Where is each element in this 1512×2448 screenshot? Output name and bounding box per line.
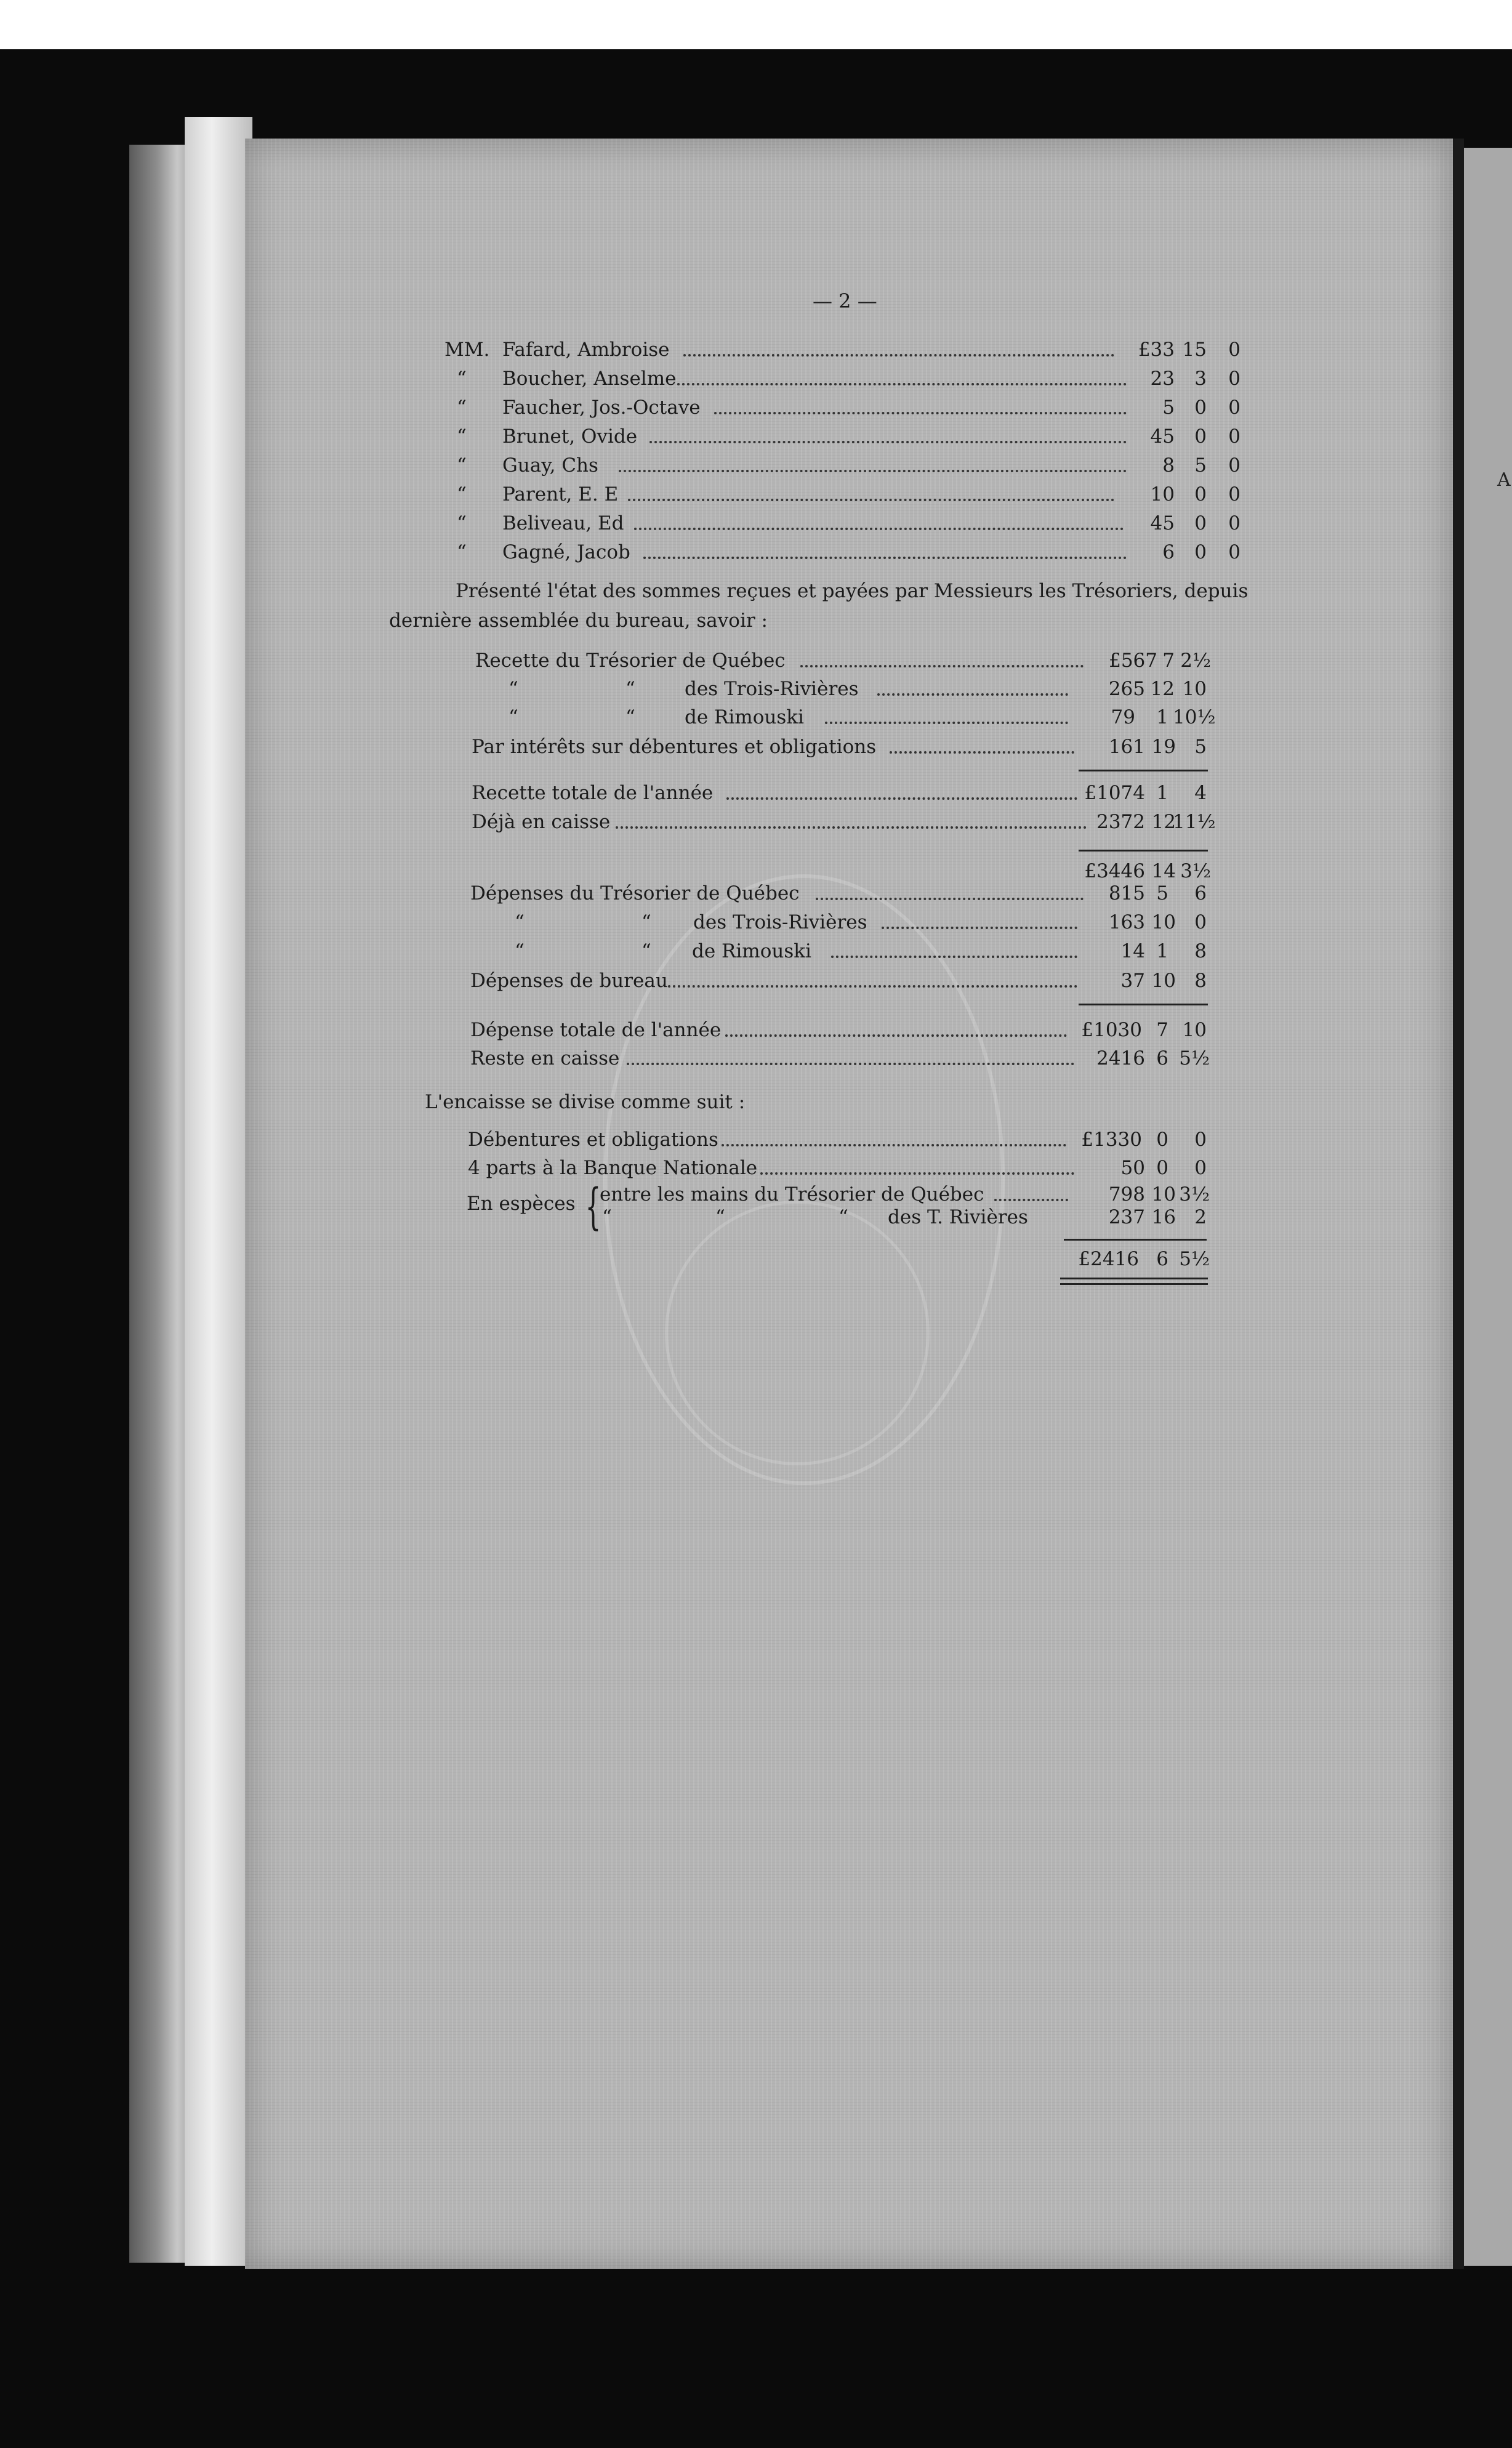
member-shillings: 0 xyxy=(1194,397,1207,419)
cash-line-pence: 2 xyxy=(1194,1206,1207,1228)
leader-dots xyxy=(877,693,1068,696)
division-label: Débentures et obligations xyxy=(468,1129,718,1151)
remaining-cash-label: Reste en caisse xyxy=(470,1047,620,1069)
leader-dots xyxy=(760,1172,1074,1175)
expense-pounds: 163 xyxy=(1108,911,1145,933)
already-in-cash-pounds: 2372 xyxy=(1096,811,1145,833)
member-prefix: “ xyxy=(457,368,467,390)
total-expenses-pence: 10 xyxy=(1182,1019,1207,1041)
leader-dots xyxy=(714,412,1127,414)
total-expenses-label: Dépense totale de l'année xyxy=(470,1019,722,1041)
leader-dots xyxy=(634,528,1124,530)
member-pence: 0 xyxy=(1228,397,1241,419)
cash-line-label: des T. Rivières xyxy=(888,1206,1028,1228)
receipt-shillings: 19 xyxy=(1151,736,1176,758)
division-label: 4 parts à la Banque Nationale xyxy=(468,1157,758,1179)
remaining-cash-pounds: 2416 xyxy=(1096,1047,1145,1069)
already-in-cash-label: Déjà en caisse xyxy=(472,811,611,833)
cash-line-shillings: 16 xyxy=(1151,1206,1176,1228)
ditto-mark: “ xyxy=(515,940,525,962)
total-receipts-shillings: 1 xyxy=(1156,782,1168,804)
cash-line-shillings: 10 xyxy=(1151,1183,1176,1206)
expense-pence: 6 xyxy=(1194,882,1207,904)
member-pounds: £33 xyxy=(1138,339,1175,361)
member-shillings: 0 xyxy=(1194,512,1207,534)
ditto-mark: “ xyxy=(509,706,518,728)
receipt-pounds: 161 xyxy=(1108,736,1145,758)
receipt-pence: 10½ xyxy=(1173,706,1216,728)
curly-brace-icon: { xyxy=(585,1178,601,1235)
member-pence: 0 xyxy=(1228,368,1241,390)
book-page-edges-inner xyxy=(185,117,252,2266)
cash-line-pounds: 798 xyxy=(1108,1183,1145,1206)
statement-line-2: dernière assemblée du bureau, savoir : xyxy=(389,610,768,632)
member-prefix: “ xyxy=(457,454,467,477)
member-shillings: 0 xyxy=(1194,425,1207,448)
expense-pence: 8 xyxy=(1194,940,1207,962)
division-shillings: 0 xyxy=(1156,1157,1168,1179)
leader-dots xyxy=(831,956,1077,958)
member-shillings: 5 xyxy=(1194,454,1207,477)
division-pence: 0 xyxy=(1194,1129,1207,1151)
leader-dots xyxy=(677,383,1127,385)
sum-rule xyxy=(1079,850,1208,852)
leader-dots xyxy=(683,354,1114,356)
member-pence: 0 xyxy=(1228,512,1241,534)
receipt-label: Recette du Trésorier de Québec xyxy=(475,650,786,672)
expense-pounds: 37 xyxy=(1120,970,1145,992)
grand-sum-pounds: £3446 xyxy=(1084,860,1145,882)
ditto-mark: “ xyxy=(838,1206,848,1228)
expense-shillings: 5 xyxy=(1156,882,1168,904)
leader-dots xyxy=(619,470,1127,472)
leader-dots xyxy=(627,1063,1074,1065)
grand-sum-shillings: 14 xyxy=(1151,860,1176,882)
total-expenses-shillings: 7 xyxy=(1156,1019,1168,1041)
ditto-mark: “ xyxy=(641,940,651,962)
watermark-seal-inner xyxy=(665,1201,930,1465)
leader-dots xyxy=(668,985,1077,988)
division-pence: 0 xyxy=(1194,1157,1207,1179)
member-pounds: 10 xyxy=(1150,483,1175,505)
member-name: Gagné, Jacob xyxy=(502,541,630,563)
member-name: Brunet, Ovide xyxy=(502,425,638,448)
book-gutter xyxy=(1453,139,1464,2269)
leader-dots xyxy=(816,898,1084,900)
division-pounds: 50 xyxy=(1120,1157,1145,1179)
total-receipts-pounds: £1074 xyxy=(1084,782,1145,804)
division-shillings: 0 xyxy=(1156,1129,1168,1151)
member-pence: 0 xyxy=(1228,425,1241,448)
division-heading: L'encaisse se divise comme suit : xyxy=(425,1091,746,1113)
member-pounds: 45 xyxy=(1150,512,1175,534)
expense-pence: 8 xyxy=(1194,970,1207,992)
member-name: Fafard, Ambroise xyxy=(502,339,670,361)
leader-dots xyxy=(616,826,1087,829)
receipt-pence: 10 xyxy=(1182,678,1207,700)
expense-shillings: 1 xyxy=(1156,940,1168,962)
final-total-shillings: 6 xyxy=(1156,1248,1168,1270)
expense-label: Dépenses du Trésorier de Québec xyxy=(470,882,800,904)
grand-sum-pence: 3½ xyxy=(1180,860,1211,882)
leader-dots xyxy=(800,665,1084,667)
total-expenses-pounds: £1030 xyxy=(1081,1019,1142,1041)
statement-line-1: Présenté l'état des sommes reçues et payées par Messieurs les Trésoriers, depuis xyxy=(456,580,1249,602)
receipt-shillings: 12 xyxy=(1150,678,1175,700)
receipt-label: Par intérêts sur débentures et obligations xyxy=(472,736,877,758)
leader-dots xyxy=(726,797,1077,800)
leader-dots xyxy=(628,499,1114,501)
leader-dots xyxy=(890,751,1074,754)
ditto-mark: “ xyxy=(641,911,651,933)
already-in-cash-pence: 11½ xyxy=(1173,811,1216,833)
receipt-label: des Trois-Rivières xyxy=(685,678,859,700)
receipt-shillings: 1 xyxy=(1156,706,1168,728)
ditto-mark: “ xyxy=(625,678,635,700)
facing-page xyxy=(1464,148,1512,2266)
ditto-mark: “ xyxy=(509,678,518,700)
receipt-pounds: 79 xyxy=(1111,706,1135,728)
leader-dots xyxy=(643,557,1127,559)
final-total-pounds: £2416 xyxy=(1078,1248,1139,1270)
total-receipts-label: Recette totale de l'année xyxy=(472,782,714,804)
expense-pounds: 815 xyxy=(1108,882,1145,904)
sum-rule xyxy=(1079,770,1208,771)
expense-pounds: 14 xyxy=(1120,940,1145,962)
member-shillings: 0 xyxy=(1194,483,1207,505)
receipt-label: de Rimouski xyxy=(685,706,804,728)
already-in-cash-shillings: 12 xyxy=(1151,811,1176,833)
expense-label: Dépenses de bureau xyxy=(470,970,668,992)
member-name: Parent, E. E xyxy=(502,483,619,505)
sum-rule xyxy=(1079,1004,1208,1005)
receipt-pounds: 265 xyxy=(1108,678,1145,700)
remaining-cash-shillings: 6 xyxy=(1156,1047,1168,1069)
final-double-rule xyxy=(1060,1278,1208,1285)
member-pounds: 23 xyxy=(1150,368,1175,390)
leader-dots xyxy=(649,441,1127,443)
cash-label: En espèces xyxy=(467,1193,576,1215)
expense-label: de Rimouski xyxy=(692,940,811,962)
sum-rule xyxy=(1064,1239,1207,1241)
member-prefix: “ xyxy=(457,397,467,419)
cash-line-pence: 3½ xyxy=(1179,1183,1210,1206)
ditto-mark: “ xyxy=(715,1206,725,1228)
member-prefix: “ xyxy=(457,512,467,534)
member-prefix: “ xyxy=(457,425,467,448)
member-prefix: MM. xyxy=(444,339,490,361)
member-shillings: 15 xyxy=(1182,339,1207,361)
facing-page-letter: A xyxy=(1497,469,1511,491)
leader-dots xyxy=(825,722,1068,724)
remaining-cash-pence: 5½ xyxy=(1179,1047,1210,1069)
leader-dots xyxy=(882,927,1077,929)
cash-line-pounds: 237 xyxy=(1108,1206,1145,1228)
member-pounds: 6 xyxy=(1162,541,1175,563)
division-pounds: £1330 xyxy=(1081,1129,1142,1151)
member-name: Guay, Chs xyxy=(502,454,598,477)
member-pounds: 8 xyxy=(1162,454,1175,477)
receipt-pence: 2½ xyxy=(1180,650,1211,672)
ditto-mark: “ xyxy=(625,706,635,728)
member-name: Boucher, Anselme xyxy=(502,368,677,390)
member-prefix: “ xyxy=(457,483,467,505)
member-pounds: 45 xyxy=(1150,425,1175,448)
leader-dots xyxy=(725,1034,1067,1037)
member-pence: 0 xyxy=(1228,454,1241,477)
ditto-mark: “ xyxy=(602,1206,612,1228)
member-pounds: 5 xyxy=(1162,397,1175,419)
member-shillings: 3 xyxy=(1194,368,1207,390)
total-receipts-pence: 4 xyxy=(1194,782,1207,804)
member-pence: 0 xyxy=(1228,483,1241,505)
member-name: Beliveau, Ed xyxy=(502,512,624,534)
leader-dots xyxy=(722,1144,1066,1146)
receipt-pounds: £567 xyxy=(1109,650,1157,672)
expense-label: des Trois-Rivières xyxy=(693,911,867,933)
member-pence: 0 xyxy=(1228,339,1241,361)
final-total-pence: 5½ xyxy=(1179,1248,1210,1270)
member-pence: 0 xyxy=(1228,541,1241,563)
expense-shillings: 10 xyxy=(1151,970,1176,992)
ditto-mark: “ xyxy=(515,911,525,933)
member-shillings: 0 xyxy=(1194,541,1207,563)
cash-line-label: entre les mains du Trésorier de Québec xyxy=(600,1183,984,1206)
receipt-pence: 5 xyxy=(1194,736,1207,758)
leader-dots xyxy=(994,1199,1068,1201)
receipt-shillings: 7 xyxy=(1162,650,1175,672)
expense-shillings: 10 xyxy=(1151,911,1176,933)
page-number: — 2 — xyxy=(813,289,877,313)
member-prefix: “ xyxy=(457,541,467,563)
expense-pence: 0 xyxy=(1194,911,1207,933)
member-name: Faucher, Jos.-Octave xyxy=(502,397,701,419)
